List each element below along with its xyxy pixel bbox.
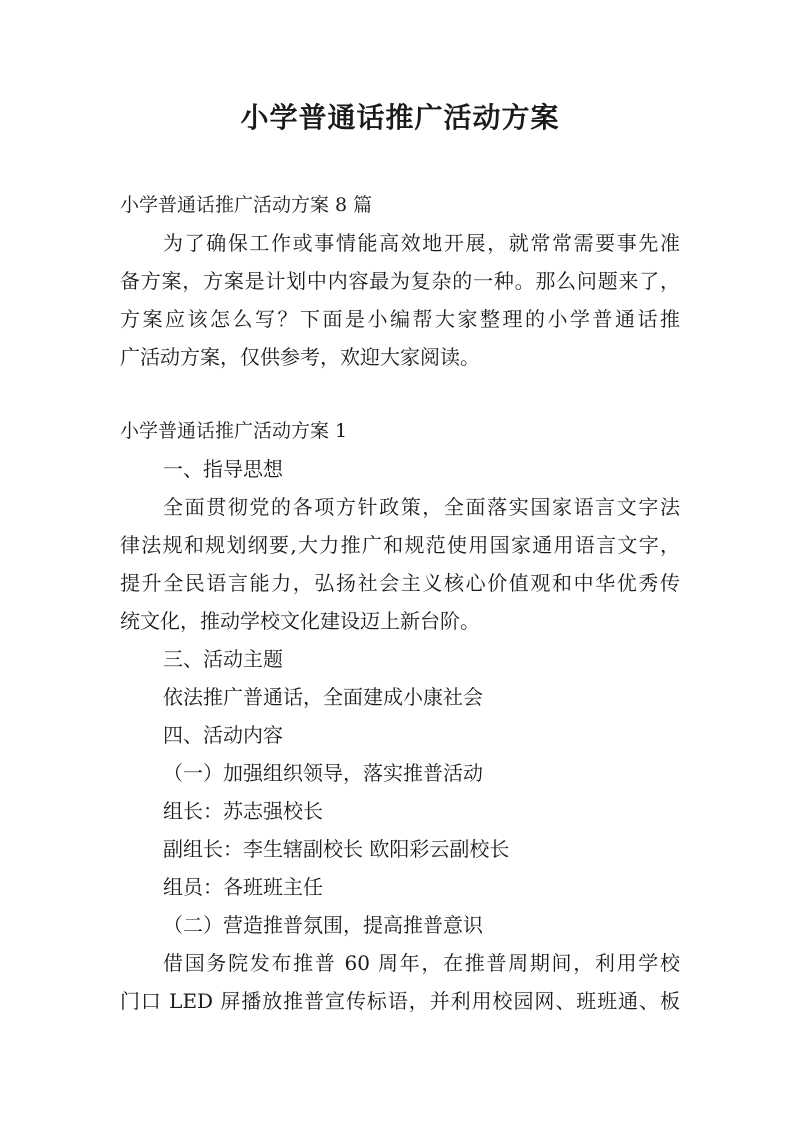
- list-item-heading: （二）营造推普氛围，提高推普意识: [163, 913, 483, 937]
- body-line: 组长：苏志强校长: [163, 799, 323, 823]
- body-line: 副组长：李生辖副校长 欧阳彩云副校长: [163, 837, 510, 861]
- intro-paragraph-line: 为了确保工作或事情能高效地开展，就常常需要事先准: [163, 231, 680, 255]
- intro-paragraph-line: 备方案，方案是计划中内容最为复杂的一种。那么问题来了，: [120, 269, 680, 293]
- document-subtitle: 小学普通话推广活动方案 8 篇: [120, 194, 373, 216]
- subsection-heading: 三、活动主题: [163, 647, 283, 671]
- body-paragraph-line: 全面贯彻党的各项方针政策，全面落实国家语言文字法: [163, 495, 680, 519]
- body-paragraph-line: 提升全民语言能力，弘扬社会主义核心价值观和中华优秀传: [120, 571, 680, 595]
- subsection-heading: 一、指导思想: [163, 457, 283, 481]
- body-paragraph-line: 律法规和规划纲要,大力推广和规范使用国家通用语言文字，: [120, 533, 680, 557]
- body-paragraph-line: 统文化，推动学校文化建设迈上新台阶。: [120, 609, 480, 633]
- section-heading: 小学普通话推广活动方案 1: [120, 420, 348, 442]
- intro-paragraph-line: 广活动方案，仅供参考，欢迎大家阅读。: [120, 345, 480, 369]
- document-title: 小学普通话推广活动方案: [240, 101, 560, 134]
- body-line: 组员：各班班主任: [163, 875, 323, 899]
- body-paragraph-line: 门口 LED 屏播放推普宣传标语，并利用校园网、班班通、板: [120, 989, 680, 1013]
- body-line: 依法推广普通话，全面建成小康社会: [163, 685, 483, 709]
- intro-paragraph-line: 方案应该怎么写？下面是小编帮大家整理的小学普通话推: [120, 307, 680, 331]
- subsection-heading: 四、活动内容: [163, 723, 283, 747]
- body-paragraph-line: 借国务院发布推普 60 周年，在推普周期间，利用学校: [163, 951, 680, 975]
- list-item-heading: （一）加强组织领导，落实推普活动: [163, 761, 483, 785]
